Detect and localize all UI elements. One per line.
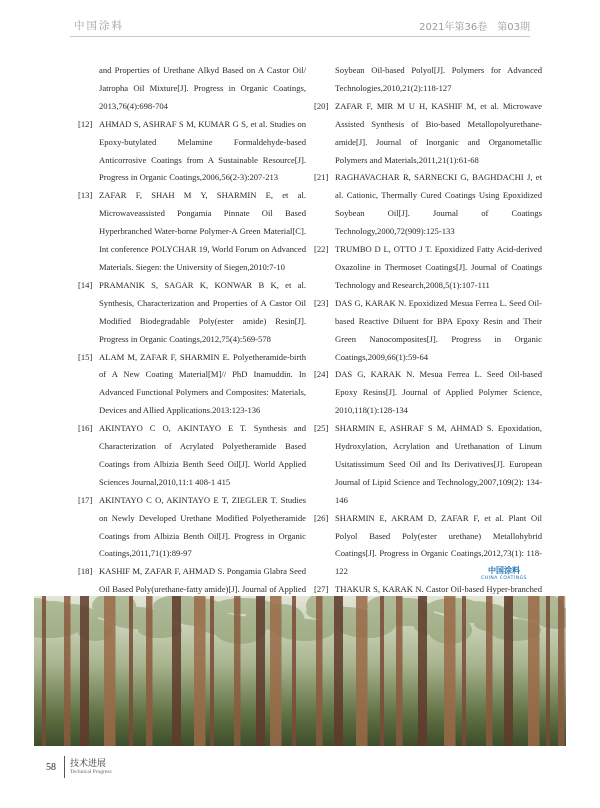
- reference-number: [17]: [78, 494, 93, 505]
- reference-number: [12]: [78, 118, 93, 129]
- tree-trunk: [528, 596, 540, 746]
- tree-trunk: [546, 596, 550, 746]
- reference-number: [21]: [314, 172, 329, 183]
- reference-text: ZAFAR F, MIR M U H, KASHIF M, et al. Microwave Assisted Synthesis of Bio-based Metallopolyurethane-amide[J]. Journal of Inorganic and Organometallic Polymers and Materials,2011,21(1):61-68: [335, 100, 542, 165]
- reference-item: [314, 98, 542, 170]
- tree-trunk: [396, 596, 403, 746]
- page-number: 58: [46, 762, 56, 773]
- tree-trunk: [418, 596, 427, 746]
- reference-item: [314, 241, 542, 295]
- reference-text: SHARMIN E, ASHRAF S M, AHMAD S. Epoxidation, Hydroxylation, Acrylation and Urethanation of Linum Usitatissimum Seed Oil and Its Derivatives[J]. European Journal of Lipid Science and Technology,2007,109(2): 134-146: [335, 423, 542, 505]
- tree-trunk: [234, 596, 241, 746]
- reference-number: [27]: [314, 584, 329, 595]
- reference-text: TRUMBO D L, OTTO J T. Epoxidized Fatty Acid-derived Oxazoline in Thermoset Coatings[J]. Journal of Coatings Technology and Research,2008,5(1):107-111: [335, 244, 542, 290]
- reference-number: [13]: [78, 190, 93, 201]
- issue-info: 2021年第36卷 第03期: [419, 22, 530, 33]
- reference-text: DAS G, KARAK N. Mesua Ferrea L. Seed Oil-based Epoxy Resins[J]. Journal of Applied Polymer Science, 2010,118(1):128-134: [335, 369, 542, 416]
- journal-name: 中国涂料: [74, 20, 124, 32]
- reference-number: [26]: [314, 512, 329, 523]
- references-right-column: [314, 62, 542, 635]
- page-header: [0, 0, 600, 48]
- reference-number: [20]: [314, 100, 329, 111]
- reference-text: DAS G, KARAK N. Epoxidized Mesua Ferrea L. Seed Oil-based Reactive Diluent for BPA Epoxy Resin and Their Green Nanocomposites[J]. Progress in Organic Coatings,2009,66(1):59-64: [335, 297, 542, 362]
- tree-trunk: [256, 596, 265, 746]
- reference-number: [15]: [78, 351, 93, 362]
- reference-item: [314, 420, 542, 510]
- reference-text: SHARMIN E, AKRAM D, ZAFAR F, et al. Plant Oil Polyol Based Poly(ester urethane) Metallohybrid Coatings[J]. Progress in Organic Coatings,2012,73(1): 118-122: [335, 512, 542, 577]
- tree-trunk: [380, 596, 384, 746]
- tree-trunk: [334, 596, 343, 746]
- china-coatings-logo: [478, 566, 530, 586]
- reference-text: PRAMANIK S, SAGAR K, KONWAR B K, et al. Synthesis, Characterization and Properties of A Castor Oil Modified Biodegradable Poly(ester amide) Resin[J]. Progress in Organic Coatings,2012,75(4):569-578: [99, 279, 306, 344]
- section-title: 技术进展: [70, 759, 107, 769]
- tree-trunk: [316, 596, 323, 746]
- tree-trunk: [42, 596, 46, 746]
- reference-item: [78, 492, 306, 564]
- reference-item: [78, 62, 306, 116]
- reference-text: ALAM M, ZAFAR F, SHARMIN E. Polyetheramide-birth of A New Coating Material[M]// PhD Inamuddin. In Advanced Functional Polymers and Composites: Materials, Devices and Allied Applications.2013:123-136: [99, 351, 306, 416]
- reference-text: KASHIF M, ZAFAR F, AHMAD S. Pongamia Glabra Seed Oil Based Poly(urethane-fatty amide)[J]. Journal of Applied: [99, 566, 306, 595]
- tree-trunk: [504, 596, 513, 746]
- tree-trunk: [270, 596, 282, 746]
- header-divider: [70, 36, 530, 37]
- reference-item: [78, 116, 306, 188]
- reference-item: [78, 277, 306, 349]
- reference-number: [24]: [314, 369, 329, 380]
- reference-item: [314, 295, 542, 367]
- tree-trunk: [444, 596, 456, 746]
- reference-number: [25]: [314, 423, 329, 434]
- reference-number: [14]: [78, 279, 93, 290]
- reference-item: [78, 349, 306, 421]
- references-left-column: [78, 62, 306, 671]
- reference-text: Soybean Oil-based Polyol[J]. Polymers for Advanced Technologies,2010,21(2):118-127: [335, 65, 542, 93]
- reference-text: AHMAD S, ASHRAF S M, KUMAR G S, et al. Studies on Epoxy-butylated Melamine Formaldehyde-based Anticorrosive Coatings from A Sustainable Resource[J]. Progress in Organic Coatings,2006,56(2-3):207-213: [99, 118, 306, 183]
- reference-item: [314, 62, 542, 98]
- reference-text: and Properties of Urethane Alkyd Based on A Castor Oil/ Jatropha Oil Mixture[J]. Progress in Organic Coatings, 2013,76(4):698-704: [99, 65, 306, 111]
- reference-number: [23]: [314, 297, 329, 308]
- reference-item: [314, 366, 542, 420]
- reference-number: [18]: [78, 566, 93, 577]
- forest-illustration: [34, 596, 566, 746]
- footer-divider: [64, 756, 65, 778]
- tree-trunk: [558, 596, 565, 746]
- logo-text-cn: 中国涂料: [488, 566, 520, 575]
- tree-trunk: [292, 596, 296, 746]
- reference-item: [314, 169, 542, 241]
- reference-text: AKINTAYO C O, AKINTAYO E T, ZIEGLER T. Studies on Newly Developed Urethane Modified Polyetheramide Coatings from Albizia Benth Oil[J]. Progress in Organic Coatings,2011,71(1):89-97: [99, 494, 306, 559]
- tree-trunk: [64, 596, 71, 746]
- reference-text: AKINTAYO C O, AKINTAYO E T. Synthesis and Characterization of Acrylated Polyetheramide Based Coatings from Albizia Benth Seed Oil[J]. World Applied Sciences Journal,2010,11:1 408-1 415: [99, 423, 306, 487]
- reference-text: ZAFAR F, SHAH M Y, SHARMIN E, et al. Microwaveassisted Pongamia Pinnate Oil Based Hyperbranched Water-borne Polymer-A Green Material[C]. Int conference POLYCHAR 19, World Forum on Advanced Materials. Siegen: the University of Siegen,2010:7-10: [99, 190, 306, 272]
- tree-trunk: [356, 596, 368, 746]
- logo-text-en: CHINA COATINGS: [481, 576, 527, 581]
- forest-photo: [34, 596, 566, 746]
- tree-trunk: [146, 596, 153, 746]
- tree-trunk: [80, 596, 89, 746]
- reference-item: [78, 420, 306, 492]
- reference-number: [22]: [314, 244, 329, 255]
- tree-trunk: [104, 596, 116, 746]
- tree-trunk: [462, 596, 466, 746]
- reference-number: [16]: [78, 423, 93, 434]
- reference-text: RAGHAVACHAR R, SARNECKI G, BAGHDACHI J, et al. Cationic, Thermally Cured Coatings Using Epoxidized Soybean Oil[J]. Journal of Coatings Technology,2000,72(909):125-133: [335, 172, 542, 237]
- tree-trunk: [486, 596, 493, 746]
- reference-item: [78, 187, 306, 277]
- tree-trunk: [210, 596, 214, 746]
- tree-trunk: [194, 596, 206, 746]
- tree-trunk: [172, 596, 181, 746]
- reference-text: THAKUR S, KARAK N. Castor Oil-based Hyper-branched: [335, 584, 542, 595]
- section-subtitle: Technical Progress: [70, 769, 112, 775]
- tree-trunk: [129, 596, 133, 746]
